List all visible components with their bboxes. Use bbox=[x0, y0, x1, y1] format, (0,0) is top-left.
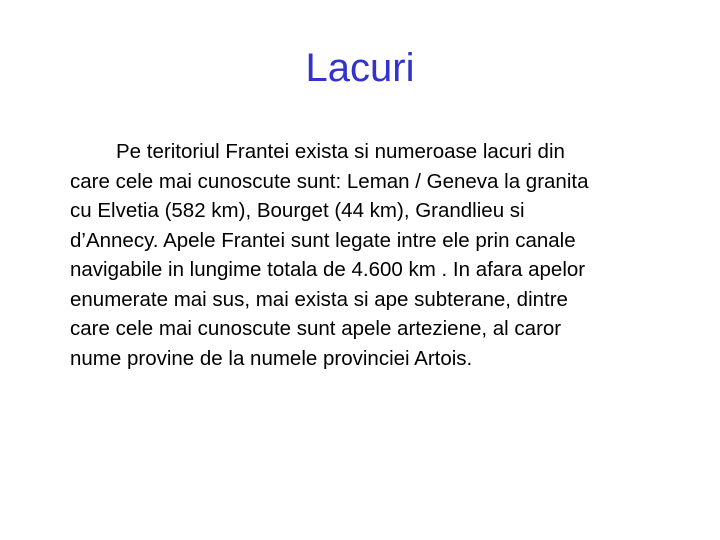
paragraph-line: care cele mai cunoscute sunt: Leman / Geneva la granita bbox=[70, 169, 589, 193]
paragraph-line: care cele mai cunoscute sunt apele arteziene, al caror bbox=[70, 317, 562, 340]
paragraph-line: navigabile in lungime totala de 4.600 km . In afara apelor bbox=[70, 258, 586, 281]
paragraph-line: nume provine de la numele provinciei Artois. bbox=[70, 346, 473, 370]
slide-title: Lacuri bbox=[305, 46, 415, 90]
paragraph-line: cu Elvetia (582 km), Bourget (44 km), Grandlieu si bbox=[70, 199, 525, 222]
paragraph-line: enumerate mai sus, mai exista si ape subterane, dintre bbox=[70, 287, 568, 311]
paragraph-line: d’Annecy. Apele Frantei sunt legate intre ele prin canale bbox=[70, 228, 576, 252]
body-paragraph bbox=[70, 137, 680, 373]
paragraph-line: Pe teritoriul Frantei exista si numeroase lacuri din bbox=[116, 140, 565, 163]
